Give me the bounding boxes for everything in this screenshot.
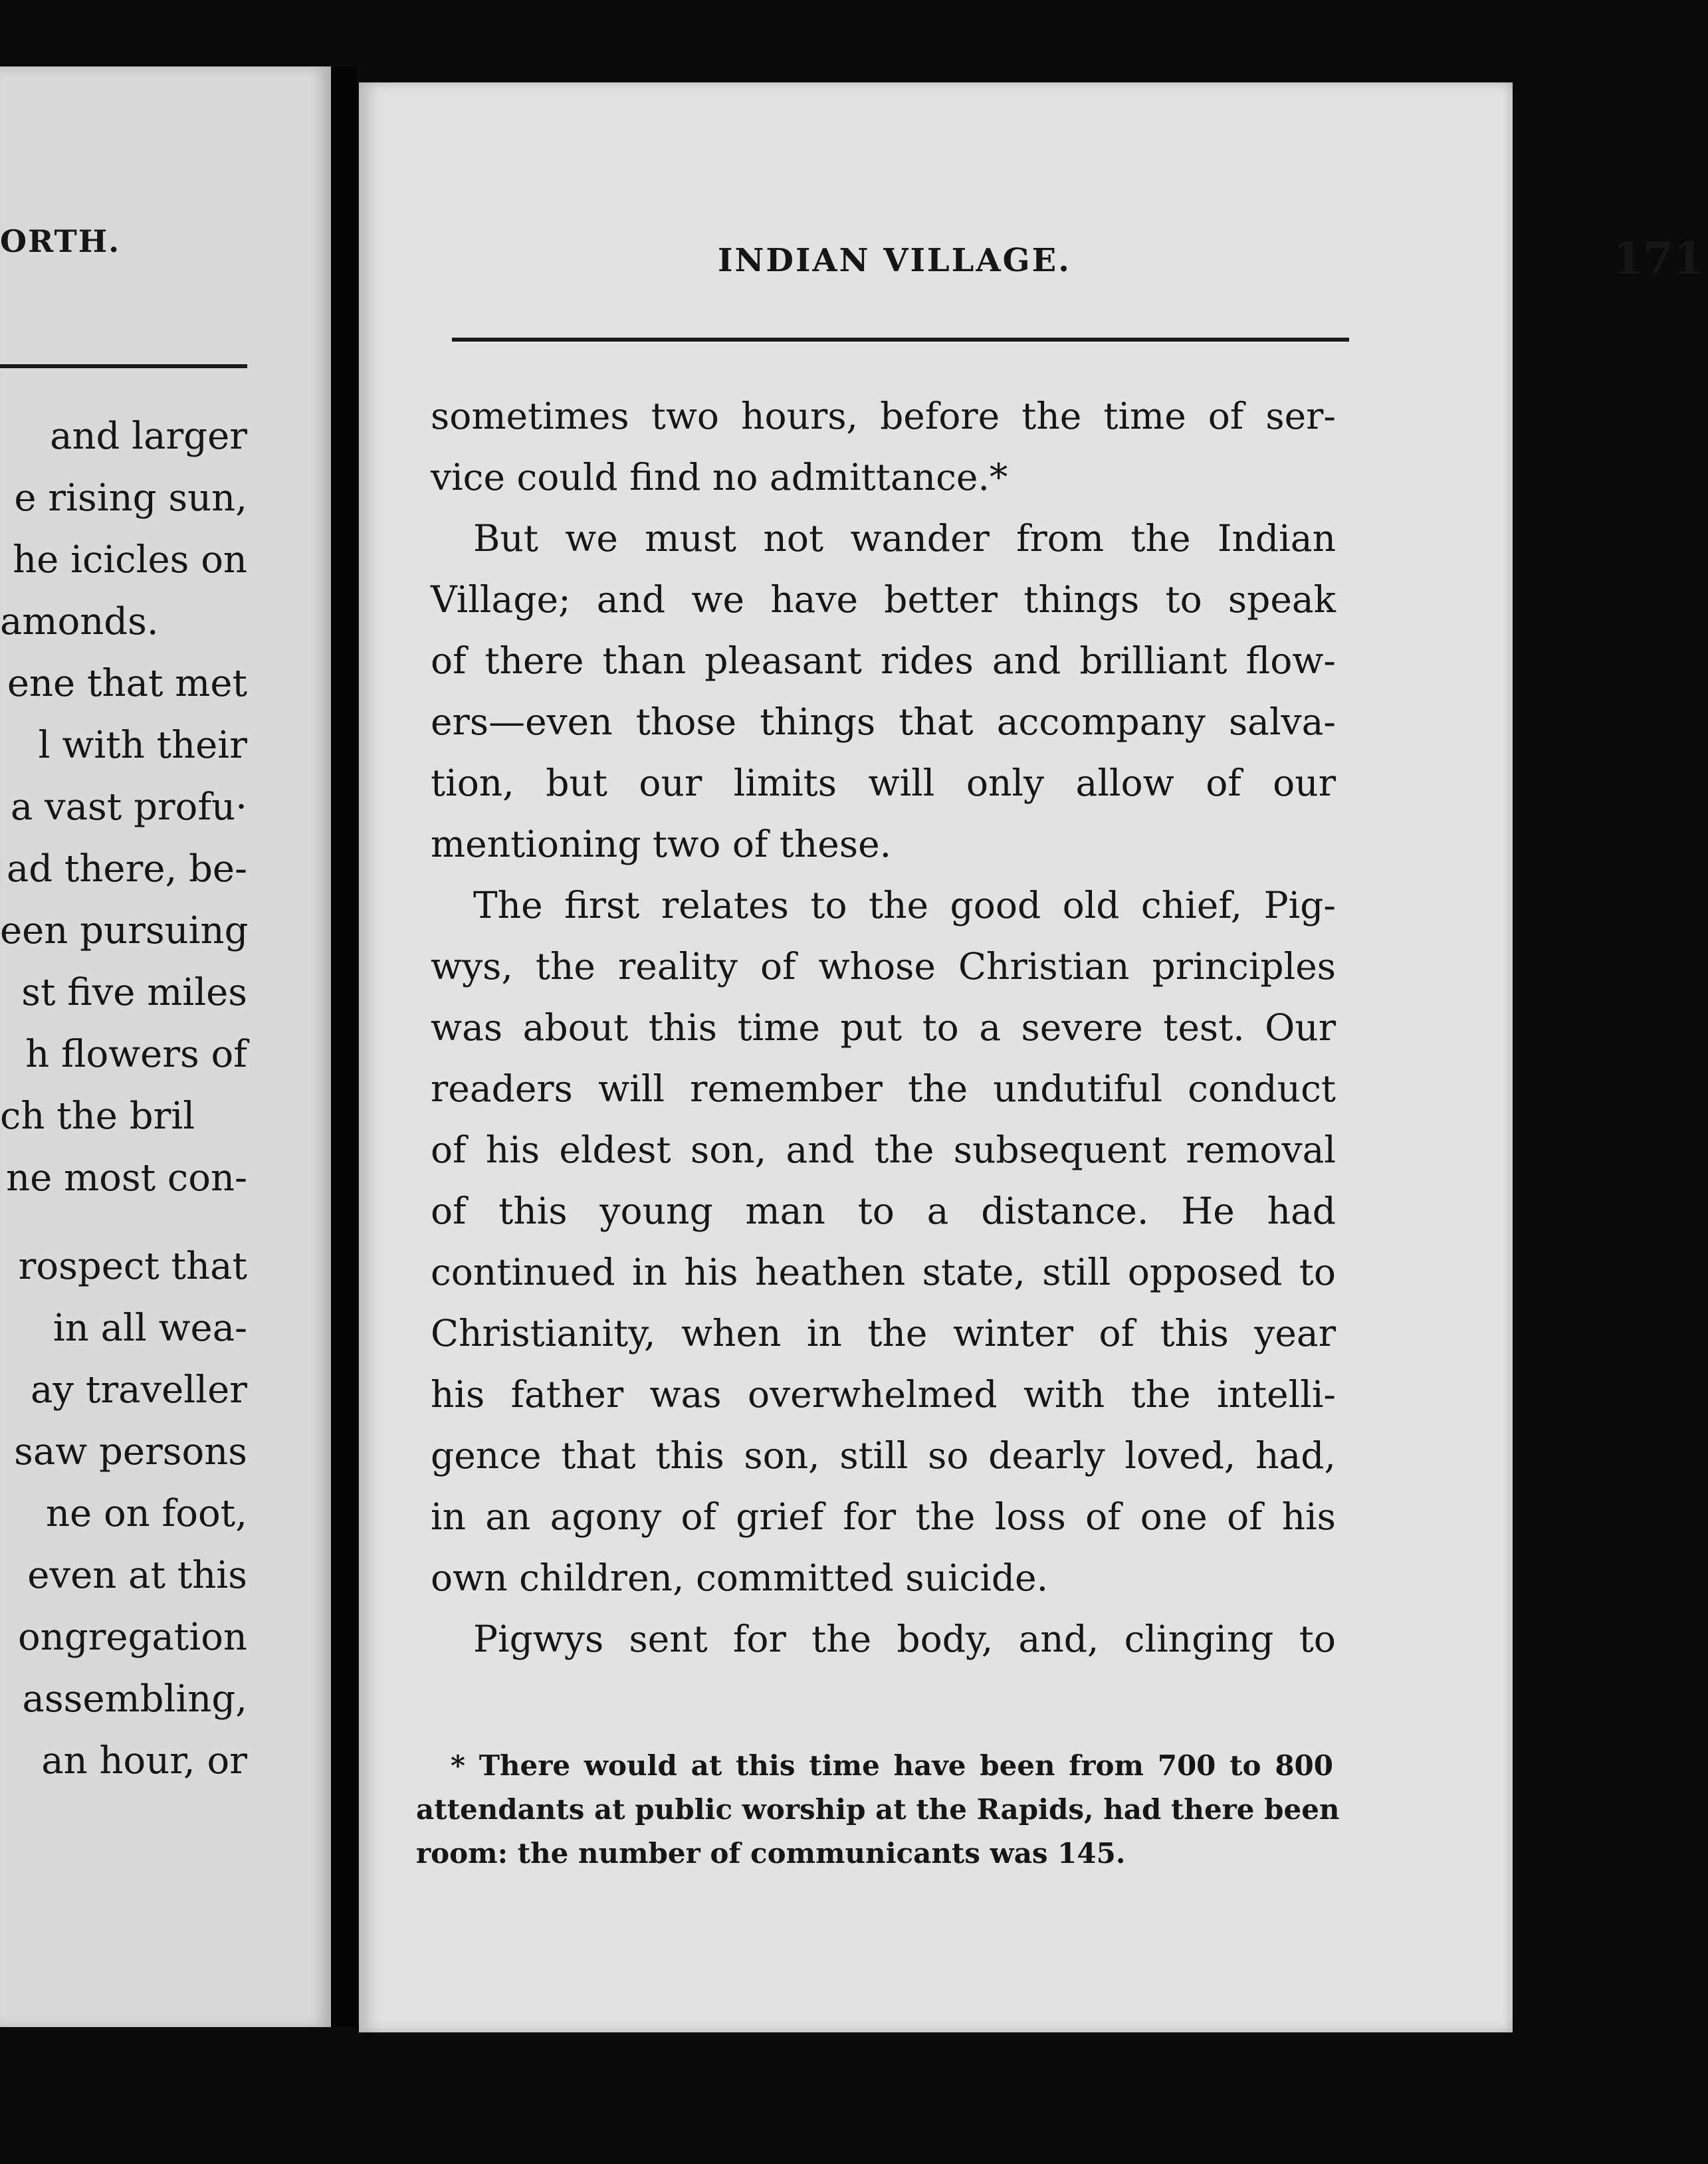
text-line: vice could find no admittance.*	[431, 456, 1008, 498]
paragraph	[431, 875, 1336, 1608]
text-line: But we must not wander from the Indian	[473, 517, 1336, 560]
left-line: e rising sun,	[14, 477, 247, 520]
left-line: st five miles	[21, 971, 247, 1014]
text-line: sometimes two hours, before the time of ser-	[431, 395, 1336, 437]
footnote	[416, 1744, 1340, 1876]
left-line: and larger	[50, 415, 247, 458]
left-line: ne most con-	[6, 1156, 247, 1200]
text-line: his father was overwhelmed with the intelli-	[431, 1373, 1336, 1416]
text-line: tion, but our limits will only allow of our	[431, 762, 1336, 804]
text-line: Village; and we have better things to speak	[431, 578, 1336, 621]
left-line: even at this	[27, 1554, 247, 1597]
head-rule	[452, 338, 1349, 342]
left-line: h flowers of	[25, 1033, 247, 1076]
left-line: ay traveller	[31, 1368, 247, 1412]
text-line: Christianity, when in the winter of this year	[431, 1312, 1336, 1354]
left-line: ad there, be-	[6, 847, 247, 891]
left-head-rule	[0, 364, 247, 368]
left-line: a vast profu·	[10, 786, 247, 829]
text-line: wys, the reality of whose Christian principles	[431, 945, 1336, 988]
page-number: 171	[1612, 233, 1704, 284]
text-line: of this young man to a distance. He had	[431, 1190, 1336, 1232]
text-line: Pigwys sent for the body, and, clinging to	[473, 1618, 1336, 1660]
running-title: INDIAN VILLAGE.	[718, 242, 1071, 279]
left-line: rospect that	[18, 1245, 247, 1288]
left-line: amonds.	[0, 600, 159, 643]
left-line: l with their	[38, 724, 247, 767]
body-text	[431, 385, 1336, 1670]
left-line: ene that met	[7, 662, 247, 705]
text-line: of his eldest son, and the subsequent removal	[431, 1129, 1336, 1171]
text-line: mentioning two of these.	[431, 823, 892, 865]
paragraph	[431, 508, 1336, 875]
running-head	[718, 233, 1708, 295]
left-line: in all wea-	[53, 1307, 247, 1350]
left-line: ne on foot,	[45, 1492, 247, 1535]
paragraph	[431, 385, 1336, 508]
text-line: was about this time put to a severe test. Our	[431, 1006, 1336, 1049]
footnote-line: attendants at public worship at the Rapids, had there been	[416, 1793, 1340, 1826]
left-line: an hour, or	[41, 1739, 247, 1783]
text-line: in an agony of grief for the loss of one of his	[431, 1495, 1336, 1538]
text-line: ers—even those things that accompany salva-	[431, 701, 1336, 743]
left-page-text	[0, 405, 247, 1792]
left-running-head: ORTH.	[0, 223, 121, 259]
footnote-line: * There would at this time have been from 700 to 800	[451, 1749, 1333, 1782]
text-line: readers will remember the undutiful conduct	[431, 1067, 1336, 1110]
text-line: continued in his heathen state, still opposed to	[431, 1251, 1336, 1293]
footnote-line: room: the number of communicants was 145.	[416, 1837, 1126, 1870]
text-line: gence that this son, still so dearly loved, had,	[431, 1434, 1336, 1477]
left-line: ongregation	[18, 1616, 247, 1659]
left-line: ch the bril	[0, 1095, 195, 1138]
left-line: een pursuing	[0, 909, 249, 952]
text-line: The first relates to the good old chief, Pig-	[473, 884, 1336, 926]
text-line: of there than pleasant rides and brilliant flow-	[431, 639, 1336, 682]
book-gutter	[331, 66, 358, 2027]
left-line: saw persons	[14, 1430, 247, 1473]
paragraph	[431, 1608, 1336, 1670]
left-page	[0, 66, 331, 2027]
text-line: own children, committed suicide.	[431, 1557, 1049, 1599]
left-line: he icicles on	[13, 538, 247, 582]
left-line: assembling,	[22, 1677, 247, 1721]
